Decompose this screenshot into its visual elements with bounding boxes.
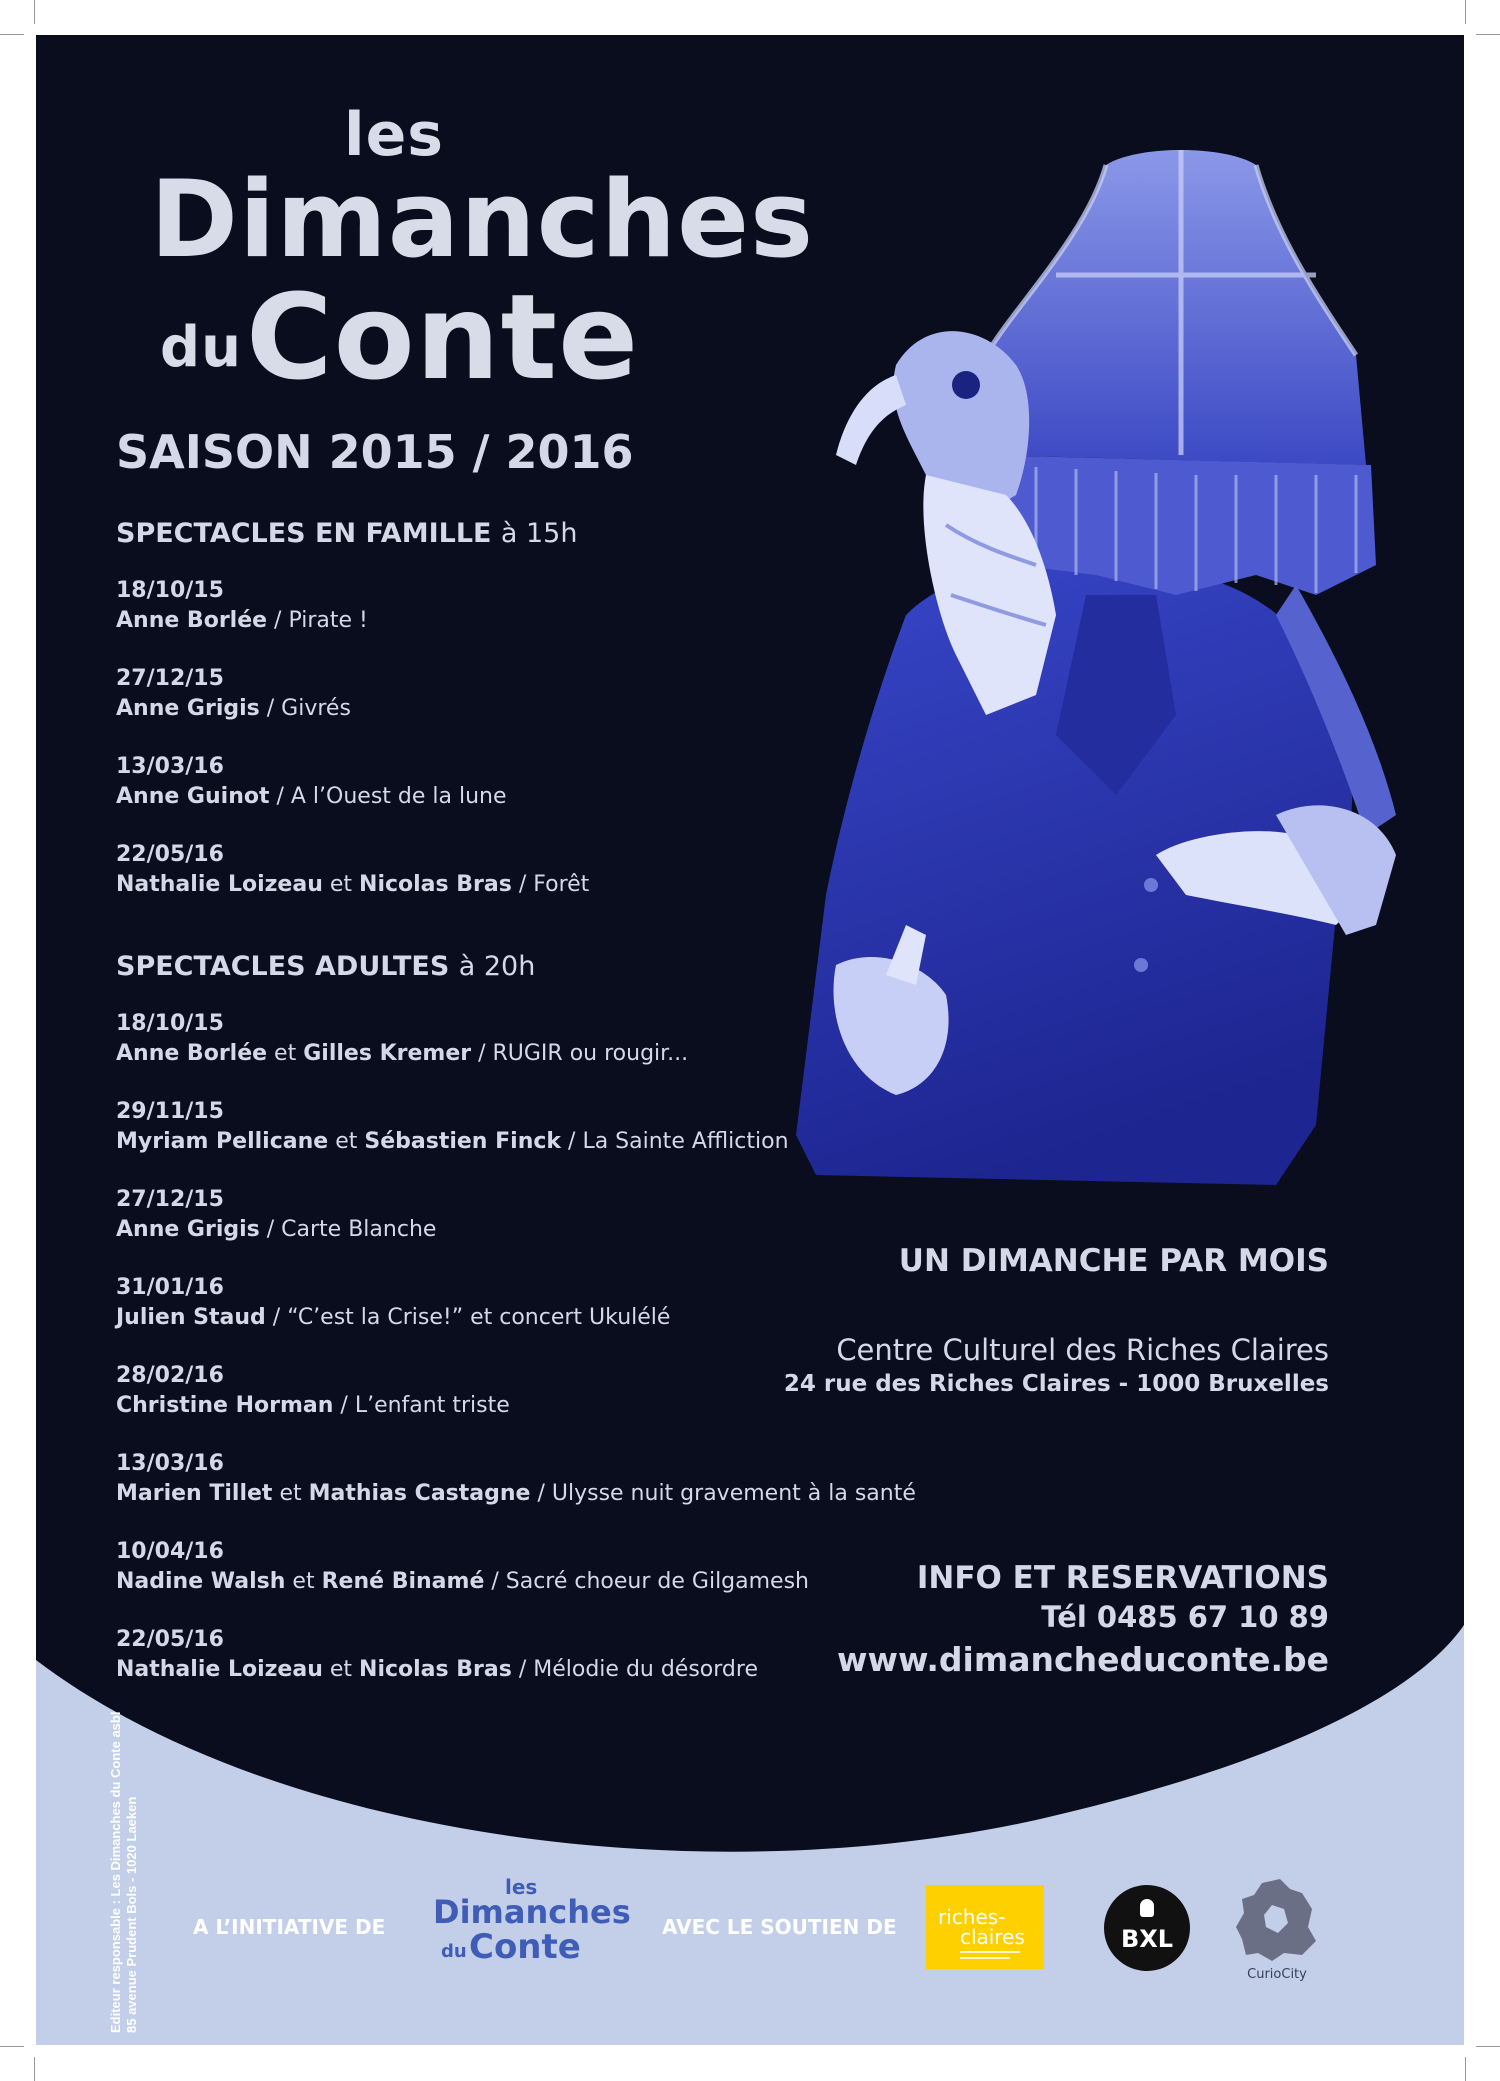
event-show-title: Pirate ! [288, 608, 368, 633]
event-separator: / [340, 1393, 355, 1418]
event-artist: Nicolas Bras [359, 872, 512, 897]
event-date: 13/03/16 [116, 1451, 224, 1476]
event-show-title: Givrés [281, 696, 351, 721]
event-show-title: Forêt [533, 872, 590, 897]
event-connector: et [292, 1569, 315, 1594]
riches-logo-fineprint [960, 1951, 1020, 1953]
event-details [116, 1303, 670, 1333]
event-details [116, 1127, 789, 1157]
event-item [116, 1009, 688, 1069]
crop-mark [0, 2046, 24, 2047]
bxl-logo-text: BXL [1120, 1925, 1174, 1953]
event-connector: et [329, 1657, 353, 1682]
event-artist: Anne Grigis [116, 1217, 260, 1242]
adults-section-time: à 20h [458, 951, 536, 982]
event-show-title: L’enfant triste [354, 1393, 510, 1418]
event-separator: / [518, 1657, 534, 1682]
event-item [116, 1273, 670, 1333]
event-artist: Nadine Walsh [116, 1569, 286, 1594]
event-separator: / [266, 696, 282, 721]
support-label: AVEC LE SOUTIEN DE [662, 1915, 897, 1939]
event-item [116, 1185, 436, 1245]
event-artist: Nicolas Bras [359, 1657, 512, 1682]
event-artist: Mathias Castagne [308, 1481, 531, 1506]
riches-claires-logo [926, 1885, 1044, 1969]
event-separator: / [276, 784, 291, 809]
event-show-title: “C’est la Crise!” et concert Ukulélé [287, 1305, 671, 1330]
event-item [116, 1625, 758, 1685]
event-artist: Gilles Kremer [303, 1041, 472, 1066]
event-separator: / [266, 1217, 282, 1242]
event-details [116, 782, 507, 812]
event-date: 18/10/15 [116, 1011, 224, 1036]
event-date: 27/12/15 [116, 666, 224, 691]
dimanches-du-conte-small-logo [421, 1875, 631, 1975]
event-artist: Sébastien Finck [364, 1129, 562, 1154]
event-artist: Anne Borlée [116, 608, 268, 633]
event-artist: Marien Tillet [116, 1481, 273, 1506]
family-section-title [116, 518, 577, 549]
event-show-title: Mélodie du désordre [533, 1657, 758, 1682]
event-date: 22/05/16 [116, 842, 224, 867]
event-details [116, 1039, 688, 1069]
event-separator: / [537, 1481, 552, 1506]
event-details [116, 1479, 916, 1509]
event-separator: / [491, 1569, 506, 1594]
initiative-label: A L’INITIATIVE DE [193, 1915, 386, 1939]
curiocity-logo-text: CurioCity [1247, 1967, 1307, 1982]
event-artist: Anne Guinot [116, 784, 270, 809]
venue-address: 24 rue des Riches Claires - 1000 Bruxelles [783, 1371, 1329, 1397]
lampshade-character-illustration [756, 95, 1456, 1235]
event-show-title: Sacré choeur de Gilgamesh [505, 1569, 809, 1594]
event-date: 31/01/16 [116, 1275, 224, 1300]
event-show-title: Ulysse nuit gravement à la santé [551, 1481, 916, 1506]
crop-mark [1465, 2057, 1466, 2081]
poster [36, 35, 1464, 2045]
event-connector: et [279, 1481, 302, 1506]
event-item [116, 1537, 809, 1597]
event-details [116, 606, 368, 636]
logo-word-du: du [160, 315, 242, 380]
event-separator: / [274, 608, 289, 633]
event-separator: / [518, 872, 534, 897]
publisher-line: 85 avenue Prudent Bols - 1020 Laeken [124, 1796, 139, 2033]
event-details [116, 870, 589, 900]
event-details [116, 1655, 758, 1685]
event-connector: et [274, 1041, 297, 1066]
publisher-line: Editeur responsable : Les Dimanches du Conte asbl [108, 1711, 123, 2033]
event-details [116, 1391, 510, 1421]
event-details [116, 694, 351, 724]
event-item [116, 752, 507, 812]
venue-name: Centre Culturel des Riches Claires [836, 1333, 1329, 1367]
event-separator: / [272, 1305, 288, 1330]
riches-logo-line1: riches- [938, 1905, 1006, 1929]
event-date: 28/02/16 [116, 1363, 224, 1388]
event-show-title: RUGIR ou rougir... [492, 1041, 689, 1066]
logo-word-conte: Conte [469, 1927, 581, 1967]
event-artist: Nathalie Loizeau [116, 872, 323, 897]
crop-mark [1476, 34, 1500, 35]
event-date: 27/12/15 [116, 1187, 224, 1212]
riches-logo-fineprint [960, 1957, 1010, 1959]
logo-word-conte: Conte [246, 268, 640, 406]
adults-section-title [116, 951, 535, 982]
event-artist: Nathalie Loizeau [116, 1657, 323, 1682]
phone-number: Tél 0485 67 10 89 [1041, 1600, 1329, 1634]
event-details [116, 1567, 809, 1597]
event-item [116, 1361, 510, 1421]
crop-mark [1476, 2046, 1500, 2047]
event-date: 13/03/16 [116, 754, 224, 779]
logo-word-les: les [505, 1875, 538, 1899]
event-date: 18/10/15 [116, 578, 224, 603]
crop-mark [34, 2057, 35, 2081]
reservations-title: INFO ET RESERVATIONS [916, 1560, 1329, 1596]
event-item [116, 1097, 789, 1157]
adults-section-label: SPECTACLES ADULTES [116, 951, 450, 982]
event-artist: René Binamé [321, 1569, 485, 1594]
event-date: 29/11/15 [116, 1099, 224, 1124]
season-title: SAISON 2015 / 2016 [116, 425, 634, 479]
brussels-map-icon [1232, 1875, 1322, 1965]
bxl-figure-icon [1140, 1899, 1154, 1917]
publisher-notice [108, 1653, 140, 2033]
logo-word-dimanches: Dimanches [433, 1893, 631, 1931]
curiocity-logo [1232, 1875, 1322, 1985]
event-separator: / [478, 1041, 493, 1066]
event-artist: Julien Staud [116, 1305, 266, 1330]
event-show-title: Carte Blanche [281, 1217, 437, 1242]
event-item [116, 840, 589, 900]
logo-word-dimanches: Dimanches [150, 158, 815, 281]
event-item [116, 1449, 916, 1509]
event-show-title: A l’Ouest de la lune [290, 784, 507, 809]
bxl-logo [1104, 1885, 1190, 1971]
event-item [116, 664, 351, 724]
event-artist: Anne Borlée [116, 1041, 268, 1066]
website-link[interactable]: www.dimancheduconte.be [837, 1640, 1329, 1679]
family-section-label: SPECTACLES EN FAMILLE [116, 518, 492, 549]
event-show-title: La Sainte Affliction [582, 1129, 789, 1154]
event-details [116, 1215, 436, 1245]
dimanches-du-conte-logo [106, 100, 815, 430]
logo-word-les: les [344, 100, 444, 170]
crop-mark [1465, 0, 1466, 24]
event-artist: Christine Horman [116, 1393, 334, 1418]
event-artist: Myriam Pellicane [116, 1129, 329, 1154]
logo-word-du: du [441, 1941, 467, 1962]
event-artist: Anne Grigis [116, 696, 260, 721]
family-section-time: à 15h [500, 518, 578, 549]
event-separator: / [568, 1129, 583, 1154]
crop-mark [0, 34, 24, 35]
event-date: 22/05/16 [116, 1627, 224, 1652]
crop-mark [34, 0, 35, 24]
tagline: UN DIMANCHE PAR MOIS [898, 1243, 1329, 1279]
event-connector: et [335, 1129, 358, 1154]
event-item [116, 576, 368, 636]
riches-logo-line2: claires [960, 1925, 1025, 1949]
event-date: 10/04/16 [116, 1539, 224, 1564]
event-connector: et [329, 872, 353, 897]
